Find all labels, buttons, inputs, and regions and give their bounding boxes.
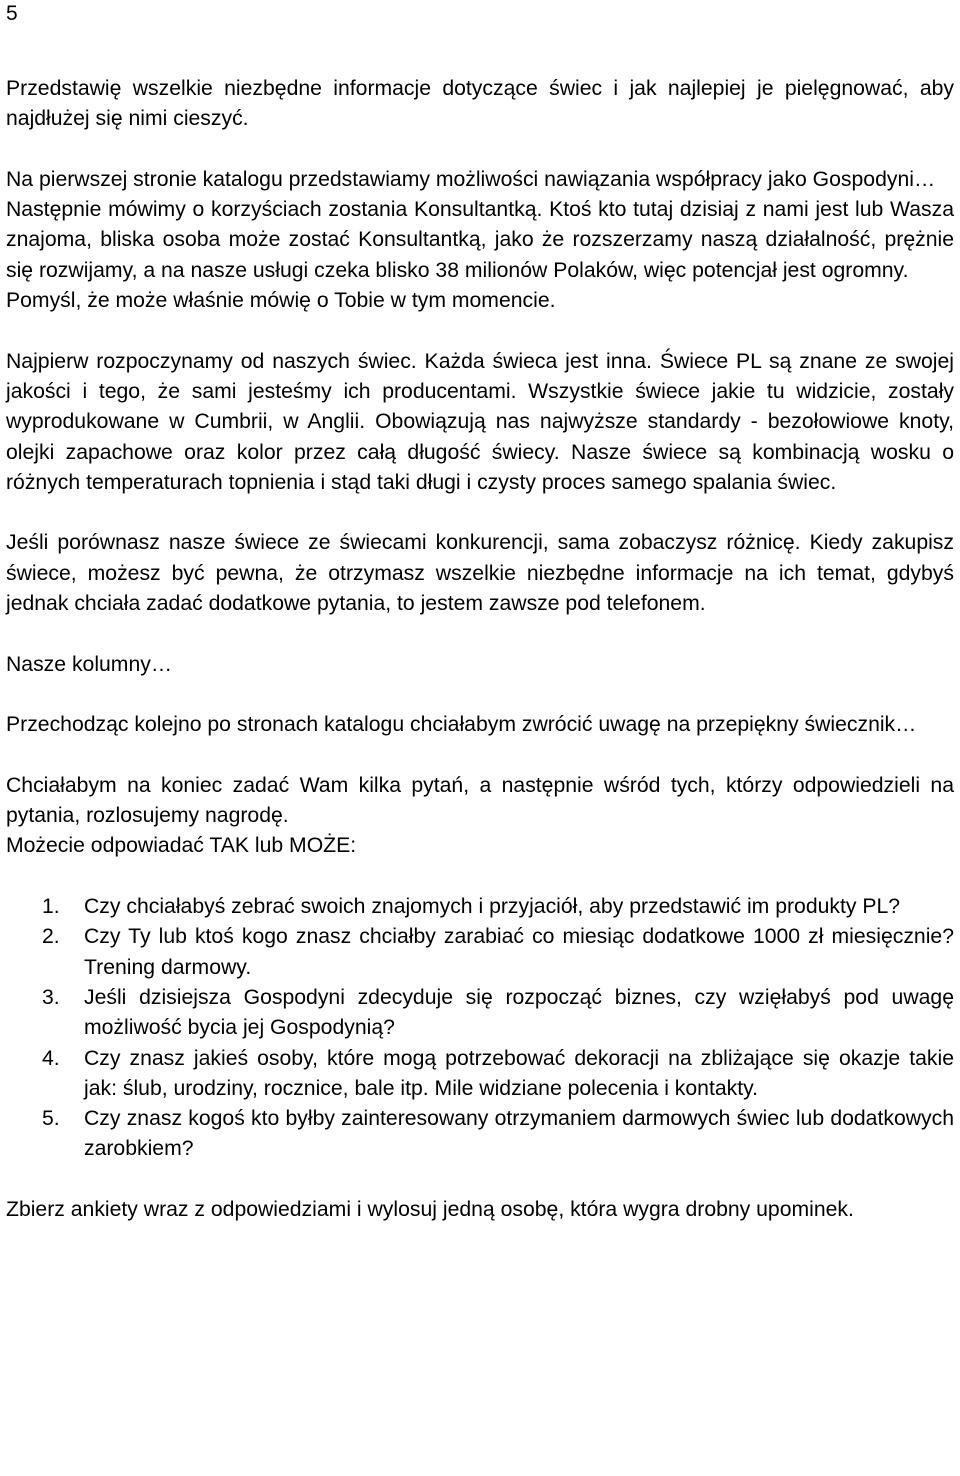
list-item-text: Czy znasz kogoś kto byłby zainteresowany otrzymaniem darmowych świec lub dodatkowych zarobkiem? xyxy=(84,1107,954,1161)
paragraph-compare: Jeśli porównasz nasze świece ze świecami konkurencji, sama zobaczysz różnicę. Kiedy zakupisz świece, możesz być pewna, że otrzymasz wszelkie niezbędne informacje na ich temat, gdybyś jednak chciała zadać dodatkowe pytania, to jestem zawsze pod telefonem. xyxy=(6,531,954,616)
paragraph-consultant: Następnie mówimy o korzyściach zostania Konsultantką. Ktoś kto tutaj dzisiaj z nami jest lub Wasza znajoma, bliska osoba może zostać Konsultantką, jako że rozszerzamy naszą działalność, prężnie się rozwijamy, a na nasze usługi czeka blisko 38 milionów Polaków, więc potencjał jest ogromny. xyxy=(6,198,954,282)
page-number: 5 xyxy=(6,2,18,25)
document-body xyxy=(6,74,954,1225)
paragraph-candlestick: Przechodząc kolejno po stronach katalogu chciałabym zwrócić uwagę na przepiękny świecznik… xyxy=(6,713,917,737)
paragraph-catalog-first-page: Na pierwszej stronie katalogu przedstawiamy możliwości nawiązania współpracy jako Gospodyni… xyxy=(6,167,936,191)
list-item xyxy=(6,892,954,922)
list-item-number: 5. xyxy=(42,1107,60,1131)
paragraph-candles: Najpierw rozpoczynamy od naszych świec. Każda świeca jest inna. Świece PL są znane ze swojej jakości i tego, że sami jesteśmy ich producentami. Wszystkie świece jakie tu widzicie, zostały wyprodukowane w Cumbrii, w Anglii. Obowiązują nas najwyższe standardy - bezołowiowe knoty, olejki zapachowe oraz kolor przez całą długość świecy. Nasze świece są kombinacją wosku o różnych temperaturach topnienia i stąd taki długi i czysty proces samego spalania świec. xyxy=(6,349,954,494)
paragraph-answer-options: Możecie odpowiadać TAK lub MOŻE: xyxy=(6,834,357,858)
list-item-number: 2. xyxy=(42,925,60,949)
list-item xyxy=(6,922,954,983)
list-item-text: Czy Ty lub ktoś kogo znasz chciałby zarabiać co miesiąc dodatkowe 1000 zł miesięcznie? Trening darmowy. xyxy=(84,925,954,979)
list-item xyxy=(6,983,954,1044)
list-item-text: Czy chciałabyś zebrać swoich znajomych i przyjaciół, aby przedstawić im produkty PL? xyxy=(84,895,901,919)
list-item-number: 4. xyxy=(42,1046,60,1070)
paragraph-questions-intro: Chciałabym na koniec zadać Wam kilka pytań, a następnie wśród tych, którzy odpowiedzieli na pytania, rozlosujemy nagrodę. xyxy=(6,773,954,828)
paragraph-columns: Nasze kolumny… xyxy=(6,652,173,676)
questions-list xyxy=(6,892,954,1165)
list-item xyxy=(6,1044,954,1105)
list-item-text: Jeśli dzisiejsza Gospodyni zdecyduje się rozpocząć biznes, czy wzięłabyś pod uwagę możliwość bycia jej Gospodynią? xyxy=(84,985,954,1040)
list-item-text: Czy znasz jakieś osoby, które mogą potrzebować dekoracji na zbliżające się okazje takie jak: ślub, urodziny, rocznice, bale itp. Mile widziane polecenia i kontakty. xyxy=(84,1046,954,1100)
list-item xyxy=(6,1104,954,1165)
list-item-number: 3. xyxy=(42,985,60,1009)
paragraph-think: Pomyśl, że może właśnie mówię o Tobie w tym momencie. xyxy=(6,289,556,313)
paragraph-intro: Przedstawię wszelkie niezbędne informacje dotyczące świec i jak najlepiej je pielęgnować, aby najdłużej się nimi cieszyć. xyxy=(6,77,954,131)
list-item-number: 1. xyxy=(42,895,60,919)
paragraph-closing: Zbierz ankiety wraz z odpowiedziami i wylosuj jedną osobę, która wygra drobny upominek. xyxy=(6,1197,854,1221)
